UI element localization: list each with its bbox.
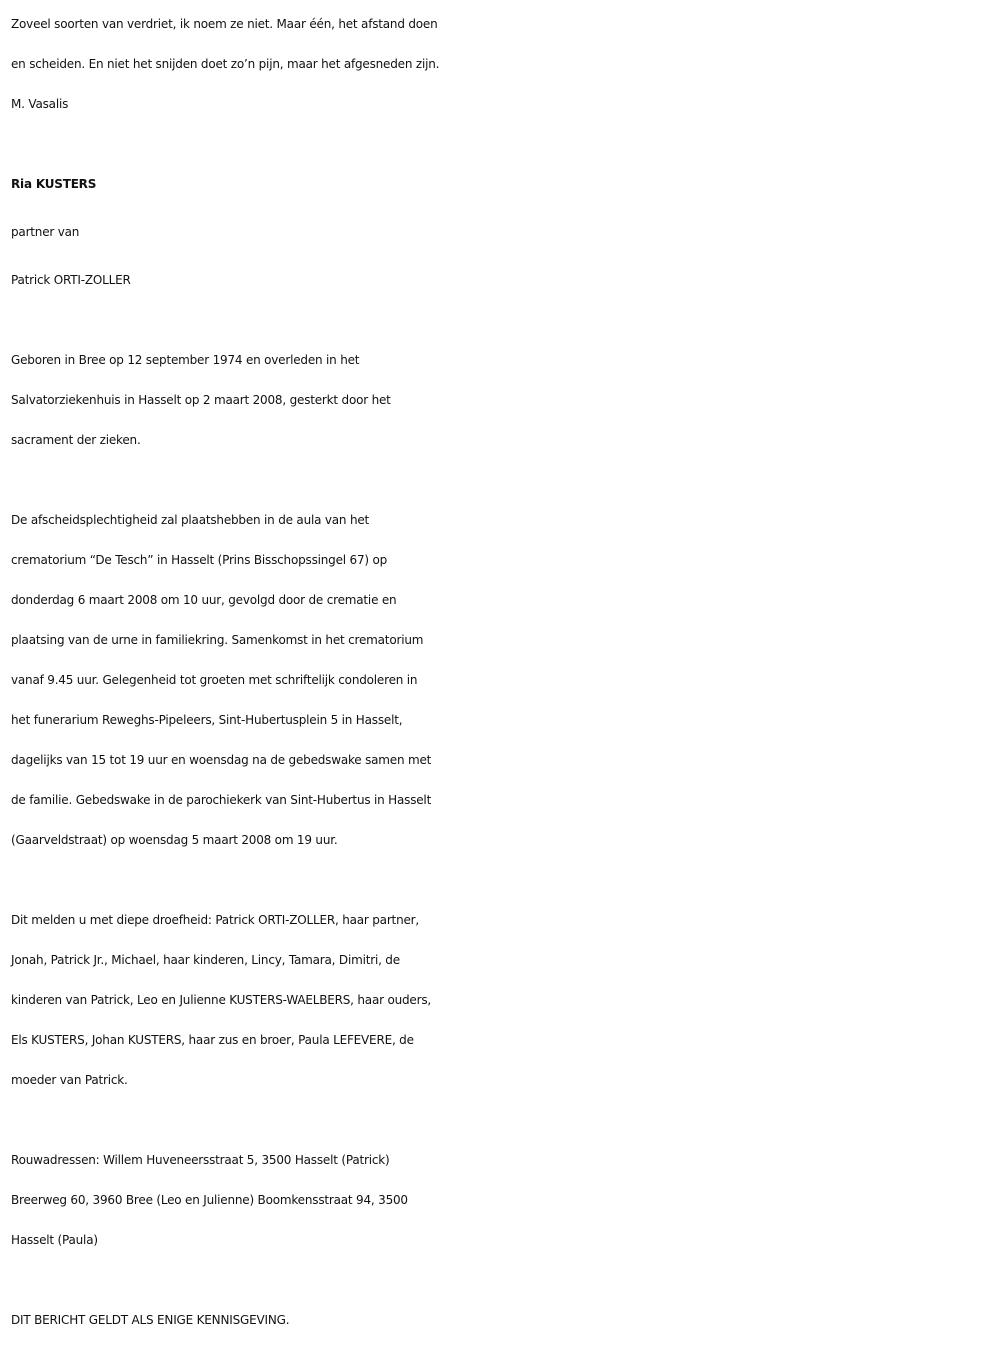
paragraph-line: kinderen van Patrick, Leo en Julienne KUSTERS-WAELBERS, haar ouders, [11, 993, 432, 1007]
spacer [11, 124, 996, 164]
paragraph-line: Breerweg 60, 3960 Bree (Leo en Julienne) Boomkensstraat 94, 3500 [11, 1193, 408, 1207]
family-paragraph [11, 900, 996, 1100]
quote-block [11, 4, 996, 124]
spacer [11, 1100, 996, 1140]
paragraph-line: plaatsing van de urne in familiekring. Samenkomst in het crematorium [11, 633, 424, 647]
paragraph-line: donderdag 6 maart 2008 om 10 uur, gevolgd door de crematie en [11, 593, 397, 607]
paragraph-line: sacrament der zieken. [11, 433, 141, 447]
spacer [11, 860, 996, 900]
paragraph-line: vanaf 9.45 uur. Gelegenheid tot groeten met schriftelijk condoleren in [11, 673, 418, 687]
deceased-name: Ria KUSTERS [11, 177, 97, 191]
paragraph-line: crematorium “De Tesch” in Hasselt (Prins Bisschopssingel 67) op [11, 553, 388, 567]
partner-name: Patrick ORTI-ZOLLER [11, 273, 131, 287]
paragraph-line: De afscheidsplechtigheid zal plaatshebben in de aula van het [11, 513, 370, 527]
paragraph-line: Hasselt (Paula) [11, 1233, 98, 1247]
paragraph-line: de familie. Gebedswake in de parochiekerk van Sint-Hubertus in Hasselt [11, 793, 432, 807]
ceremony-paragraph [11, 500, 996, 860]
paragraph-line: het funerarium Reweghs-Pipeleers, Sint-Hubertusplein 5 in Hasselt, [11, 713, 403, 727]
spacer [11, 1260, 996, 1300]
paragraph-line: Geboren in Bree op 12 september 1974 en overleden in het [11, 353, 360, 367]
birth-death-paragraph [11, 340, 996, 460]
paragraph-line: (Gaarveldstraat) op woensdag 5 maart 2008 om 19 uur. [11, 833, 338, 847]
relation-text: partner van [11, 225, 80, 239]
quote-author: M. Vasalis [11, 97, 69, 111]
deceased-block [11, 164, 996, 300]
paragraph-line: dagelijks van 15 tot 19 uur en woensdag na de gebedswake samen met [11, 753, 432, 767]
paragraph-line: Salvatorziekenhuis in Hasselt op 2 maart 2008, gesterkt door het [11, 393, 391, 407]
quote-line: en scheiden. En niet het snijden doet zo’n pijn, maar het afgesneden zijn. [11, 57, 440, 71]
paragraph-line: Els KUSTERS, Johan KUSTERS, haar zus en broer, Paula LEFEVERE, de [11, 1033, 414, 1047]
addresses-paragraph [11, 1140, 996, 1260]
paragraph-line: Rouwadressen: Willem Huveneersstraat 5, 3500 Hasselt (Patrick) [11, 1153, 390, 1167]
quote-line: Zoveel soorten van verdriet, ik noem ze niet. Maar één, het afstand doen [11, 17, 438, 31]
paragraph-line: Dit melden u met diepe droefheid: Patrick ORTI-ZOLLER, haar partner, [11, 913, 419, 927]
spacer [11, 460, 996, 500]
paragraph-line: moeder van Patrick. [11, 1073, 128, 1087]
notice-text: DIT BERICHT GELDT ALS ENIGE KENNISGEVING. [11, 1313, 290, 1327]
spacer [11, 300, 996, 340]
paragraph-line: Jonah, Patrick Jr., Michael, haar kinderen, Lincy, Tamara, Dimitri, de [11, 953, 400, 967]
obituary-document [11, 4, 996, 1340]
